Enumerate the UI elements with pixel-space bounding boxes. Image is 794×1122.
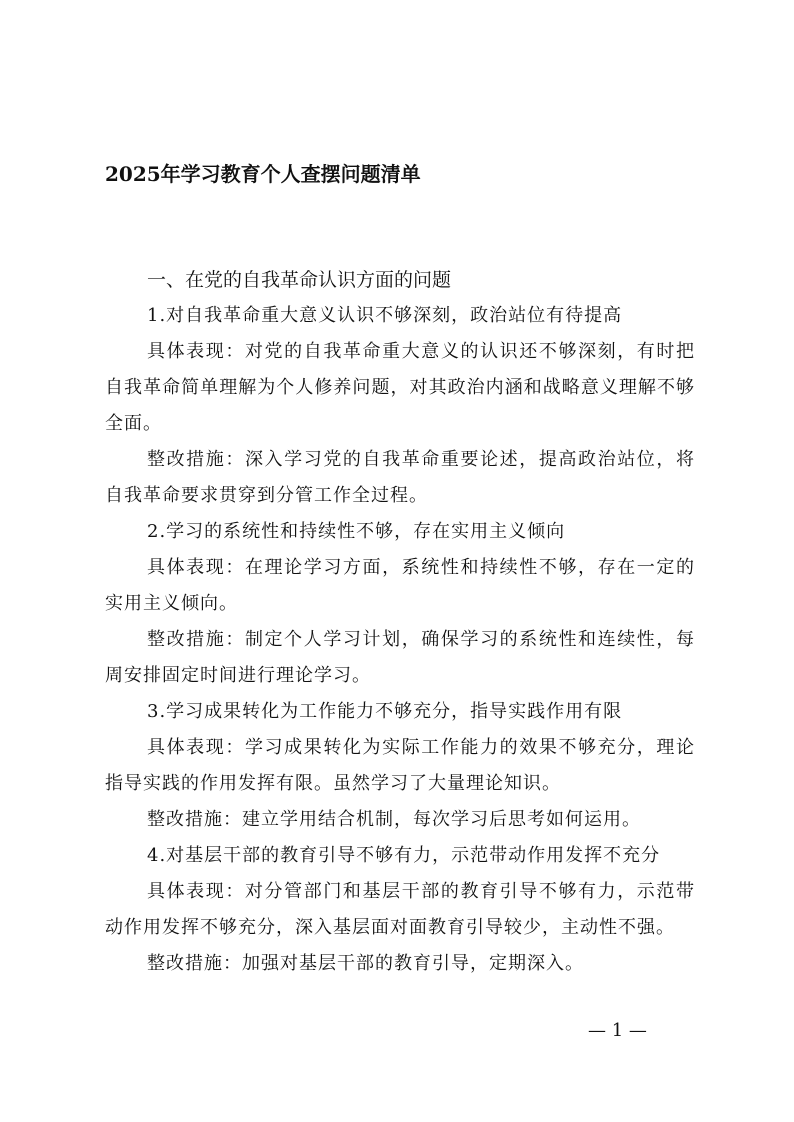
item-3-heading: 3.学习成果转化为工作能力不够充分，指导实践作用有限 — [147, 701, 623, 722]
item-3-manifestation: 具体表现：学习成果转化为实际工作能力的效果不够充分，理论指导实践的作用发挥有限。虽然学习了大量理论知识。 — [105, 737, 695, 794]
document-body — [105, 262, 695, 982]
item-3-measures: 整改措施：建立学用结合机制，每次学习后思考如何运用。 — [147, 809, 641, 830]
item-2-heading: 2.学习的系统性和持续性不够，存在实用主义倾向 — [147, 521, 566, 542]
item-1-manifestation: 具体表现：对党的自我革命重大意义的认识还不够深刻，有时把自我革命简单理解为个人修养问题，对其政治内涵和战略意义理解不够全面。 — [105, 341, 695, 434]
item-1-heading: 1.对自我革命重大意义认识不够深刻，政治站位有待提高 — [147, 305, 623, 326]
item-4-measures: 整改措施：加强对基层干部的教育引导，定期深入。 — [147, 953, 584, 974]
section-heading: 一、在党的自我革命认识方面的问题 — [147, 269, 452, 291]
item-4-heading: 4.对基层干部的教育引导不够有力，示范带动作用发挥不充分 — [147, 845, 661, 866]
item-4-manifestation: 具体表现：对分管部门和基层干部的教育引导不够有力，示范带动作用发挥不够充分，深入基层面对面教育引导较少，主动性不强。 — [105, 881, 695, 938]
item-2-manifestation: 具体表现：在理论学习方面，系统性和持续性不够，存在一定的实用主义倾向。 — [105, 557, 695, 614]
item-2-measures: 整改措施：制定个人学习计划，确保学习的系统性和连续性，每周安排固定时间进行理论学习。 — [105, 629, 695, 686]
document-title: 2025年学习教育个人查摆问题清单 — [105, 162, 421, 186]
page-number: — 1 — — [588, 1020, 647, 1041]
item-1-measures: 整改措施：深入学习党的自我革命重要论述，提高政治站位，将自我革命要求贯穿到分管工作全过程。 — [105, 449, 695, 506]
